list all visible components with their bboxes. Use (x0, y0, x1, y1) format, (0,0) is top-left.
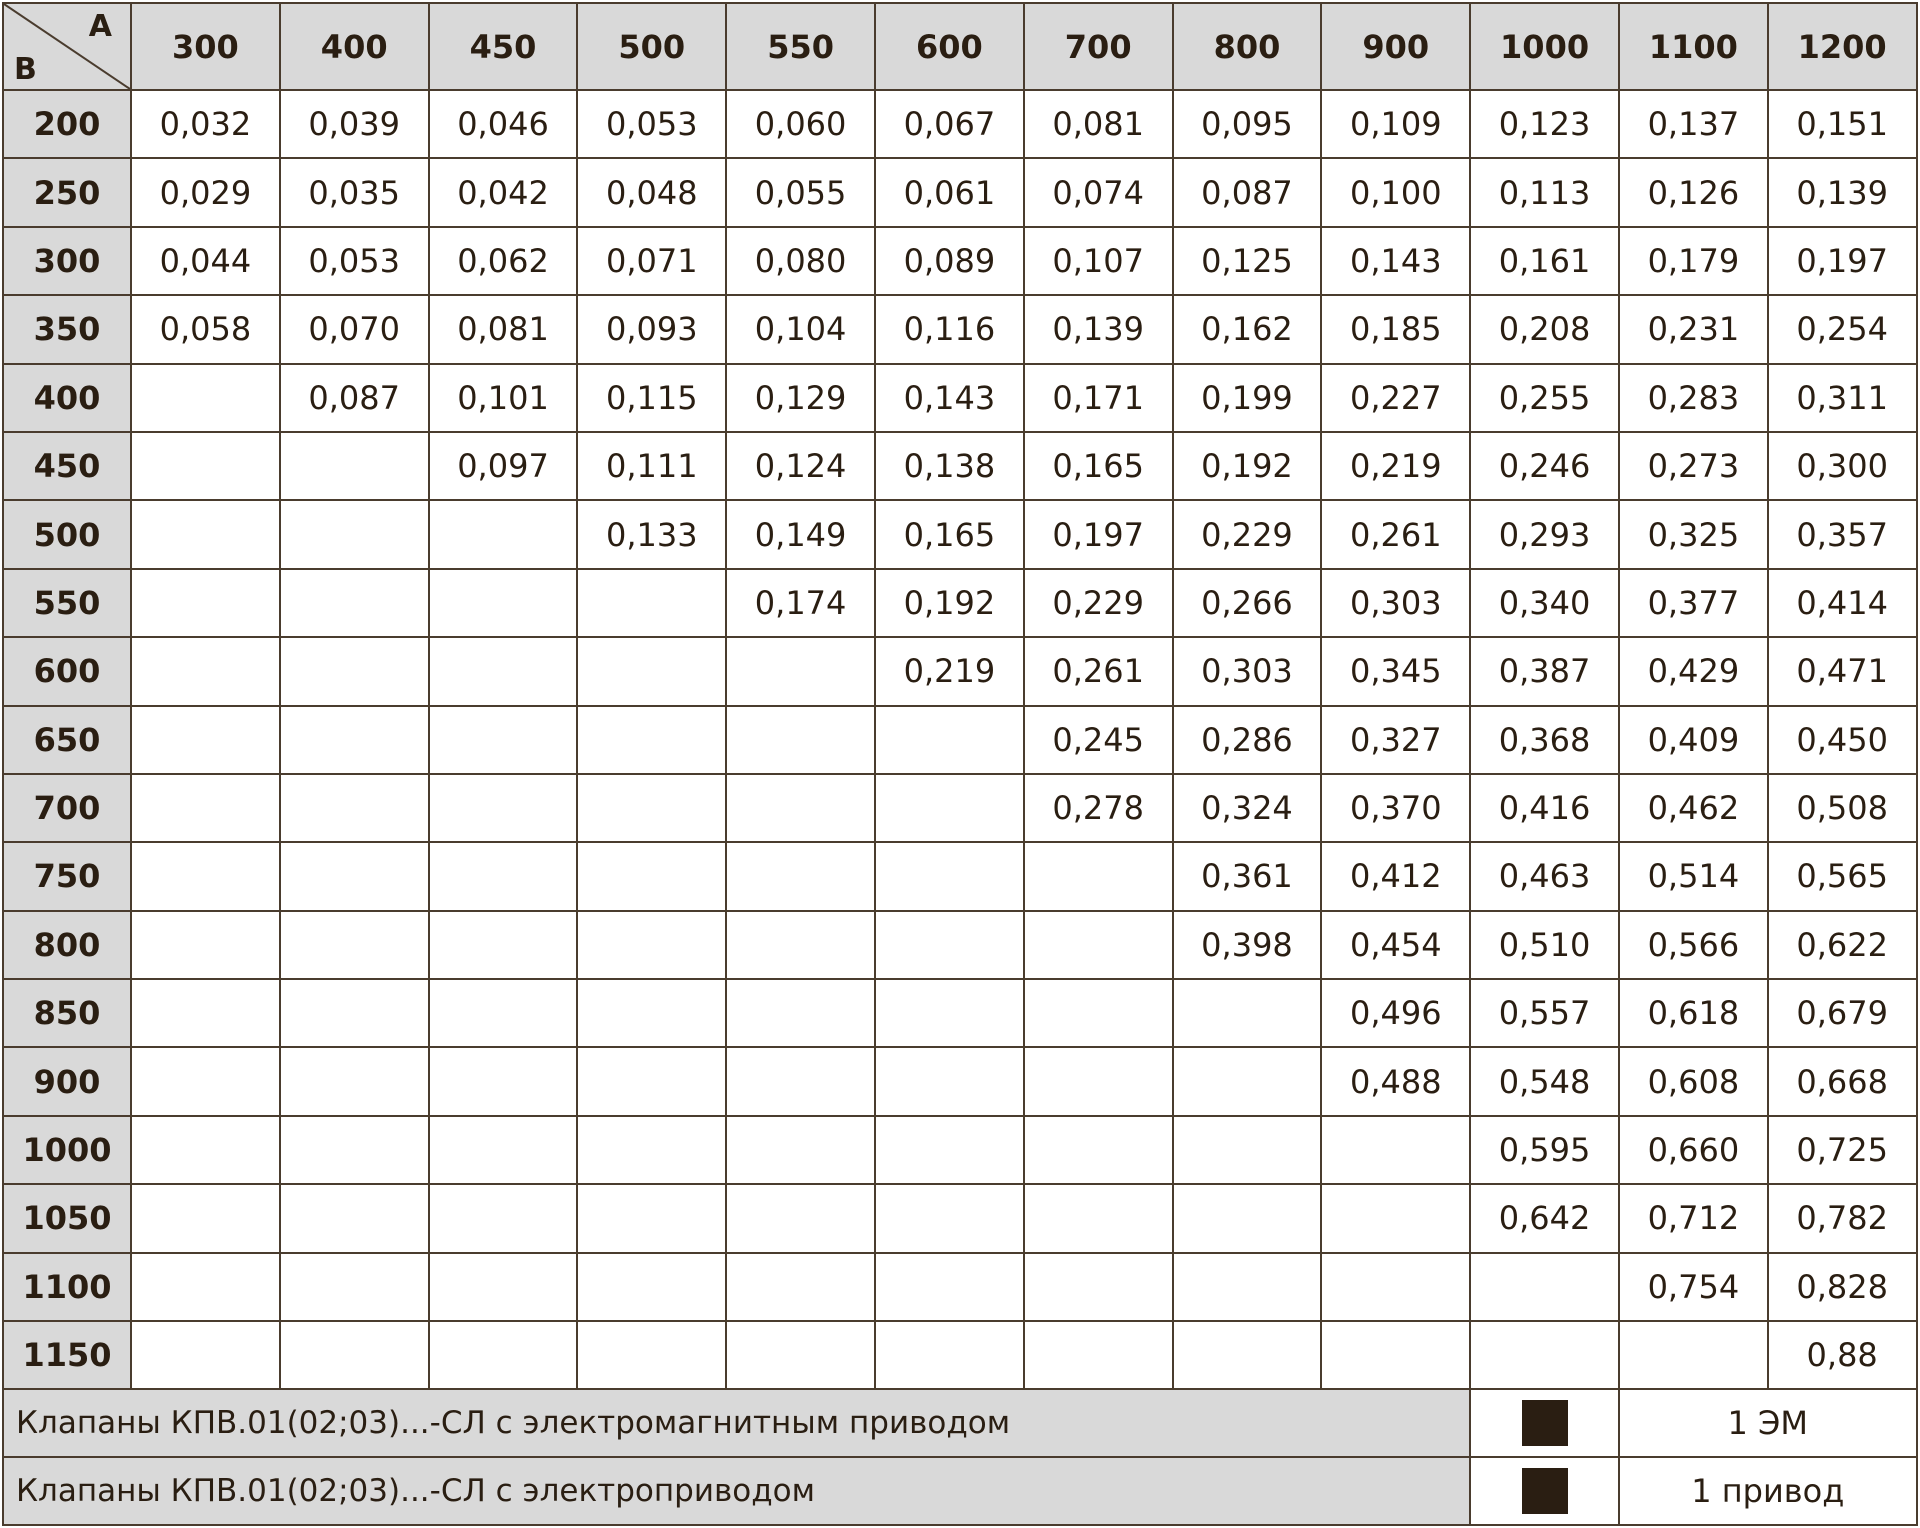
table-cell (429, 1184, 578, 1252)
table-cell (1024, 979, 1173, 1047)
table-cell: 0,058 (131, 295, 280, 363)
table-row (3, 1321, 1917, 1389)
table-cell: 0,725 (1768, 1116, 1917, 1184)
row-header: 650 (3, 706, 131, 774)
table-cell: 0,642 (1470, 1184, 1619, 1252)
row-header: 200 (3, 90, 131, 158)
table-cell: 0,293 (1470, 500, 1619, 568)
table-cell: 0,097 (429, 432, 578, 500)
table-cell (131, 911, 280, 979)
table-cell: 0,074 (1024, 158, 1173, 226)
table-cell: 0,566 (1619, 911, 1768, 979)
table-cell: 0,199 (1173, 364, 1322, 432)
table-cell: 0,174 (726, 569, 875, 637)
table-cell: 0,165 (1024, 432, 1173, 500)
table-cell: 0,398 (1173, 911, 1322, 979)
table-cell (1470, 1253, 1619, 1321)
table-row (3, 569, 1917, 637)
table-cell: 0,080 (726, 227, 875, 295)
column-header: 1000 (1470, 3, 1619, 90)
table-cell (1173, 979, 1322, 1047)
table-cell (577, 979, 726, 1047)
column-header: 500 (577, 3, 726, 90)
table-cell: 0,129 (726, 364, 875, 432)
table-cell: 0,454 (1321, 911, 1470, 979)
row-header: 750 (3, 842, 131, 910)
table-cell (429, 500, 578, 568)
table-cell: 0,510 (1470, 911, 1619, 979)
table-cell (1470, 1321, 1619, 1389)
table-cell (131, 569, 280, 637)
table-cell: 0,219 (875, 637, 1024, 705)
row-header: 1000 (3, 1116, 131, 1184)
table-cell: 0,618 (1619, 979, 1768, 1047)
table-cell: 0,345 (1321, 637, 1470, 705)
column-header: 400 (280, 3, 429, 90)
table-cell (131, 364, 280, 432)
table-cell (1173, 1184, 1322, 1252)
table-cell (577, 569, 726, 637)
table-cell (280, 500, 429, 568)
column-header: 1100 (1619, 3, 1768, 90)
table-cell (1321, 1184, 1470, 1252)
dimension-table (2, 2, 1918, 1526)
table-cell (131, 1116, 280, 1184)
table-cell: 0,208 (1470, 295, 1619, 363)
table-cell: 0,039 (280, 90, 429, 158)
column-header: 1200 (1768, 3, 1917, 90)
table-cell: 0,029 (131, 158, 280, 226)
table-cell (280, 637, 429, 705)
table-cell: 0,095 (1173, 90, 1322, 158)
table-row (3, 637, 1917, 705)
table-cell: 0,123 (1470, 90, 1619, 158)
table-cell: 0,197 (1024, 500, 1173, 568)
table-cell: 0,093 (577, 295, 726, 363)
table-cell: 0,303 (1173, 637, 1322, 705)
table-cell: 0,508 (1768, 774, 1917, 842)
table-cell: 0,311 (1768, 364, 1917, 432)
table-cell (280, 1253, 429, 1321)
table-cell: 0,192 (1173, 432, 1322, 500)
table-cell (875, 1047, 1024, 1115)
table-cell (577, 1321, 726, 1389)
table-cell: 0,463 (1470, 842, 1619, 910)
table-cell (577, 706, 726, 774)
table-cell (577, 842, 726, 910)
table-cell (726, 774, 875, 842)
table-cell (577, 1116, 726, 1184)
table-cell (1024, 1321, 1173, 1389)
row-header: 400 (3, 364, 131, 432)
table-cell: 0,828 (1768, 1253, 1917, 1321)
table-cell (280, 842, 429, 910)
table-cell: 0,055 (726, 158, 875, 226)
table-cell (577, 911, 726, 979)
table-cell (1619, 1321, 1768, 1389)
table-row (3, 1047, 1917, 1115)
table-cell: 0,053 (577, 90, 726, 158)
legend-swatch (1522, 1468, 1568, 1514)
table-cell: 0,340 (1470, 569, 1619, 637)
table-cell (280, 1047, 429, 1115)
table-cell: 0,514 (1619, 842, 1768, 910)
table-cell: 0,081 (1024, 90, 1173, 158)
table-cell: 0,067 (875, 90, 1024, 158)
table-cell: 0,429 (1619, 637, 1768, 705)
table-cell: 0,261 (1024, 637, 1173, 705)
table-cell: 0,782 (1768, 1184, 1917, 1252)
column-header: 700 (1024, 3, 1173, 90)
table-cell: 0,139 (1768, 158, 1917, 226)
table-cell: 0,229 (1024, 569, 1173, 637)
table-cell (875, 774, 1024, 842)
table-cell (1024, 1184, 1173, 1252)
table-cell (429, 706, 578, 774)
table-cell: 0,368 (1470, 706, 1619, 774)
table-cell: 0,255 (1470, 364, 1619, 432)
table-cell (875, 1184, 1024, 1252)
table-cell (280, 706, 429, 774)
column-header: 300 (131, 3, 280, 90)
table-cell: 0,089 (875, 227, 1024, 295)
table-cell: 0,070 (280, 295, 429, 363)
table-cell: 0,137 (1619, 90, 1768, 158)
row-header: 900 (3, 1047, 131, 1115)
table-cell: 0,325 (1619, 500, 1768, 568)
table-cell: 0,622 (1768, 911, 1917, 979)
table-cell: 0,048 (577, 158, 726, 226)
table-cell: 0,416 (1470, 774, 1619, 842)
table-cell: 0,165 (875, 500, 1024, 568)
table-cell (1321, 1116, 1470, 1184)
table-cell (280, 911, 429, 979)
table-cell: 0,324 (1173, 774, 1322, 842)
table-cell: 0,053 (280, 227, 429, 295)
table-row (3, 158, 1917, 226)
table-cell (1173, 1047, 1322, 1115)
table-cell: 0,060 (726, 90, 875, 158)
table-cell (726, 1047, 875, 1115)
table-cell (726, 706, 875, 774)
legend-swatch-cell (1470, 1457, 1619, 1525)
table-cell (875, 1116, 1024, 1184)
table-cell: 0,471 (1768, 637, 1917, 705)
table-cell (1173, 1321, 1322, 1389)
table-cell: 0,143 (875, 364, 1024, 432)
table-cell: 0,179 (1619, 227, 1768, 295)
table-cell (1173, 1116, 1322, 1184)
table-cell: 0,357 (1768, 500, 1917, 568)
table-cell: 0,227 (1321, 364, 1470, 432)
table-cell: 0,450 (1768, 706, 1917, 774)
table-cell: 0,370 (1321, 774, 1470, 842)
table-cell: 0,125 (1173, 227, 1322, 295)
table-cell (429, 911, 578, 979)
table-cell (131, 1253, 280, 1321)
table-cell (429, 842, 578, 910)
table-cell: 0,229 (1173, 500, 1322, 568)
table-cell: 0,138 (875, 432, 1024, 500)
table-cell: 0,044 (131, 227, 280, 295)
table-cell: 0,557 (1470, 979, 1619, 1047)
header-row (3, 3, 1917, 90)
table-cell (577, 774, 726, 842)
row-header: 1150 (3, 1321, 131, 1389)
table-cell (875, 706, 1024, 774)
table-cell: 0,286 (1173, 706, 1322, 774)
table-cell: 0,109 (1321, 90, 1470, 158)
table-cell: 0,032 (131, 90, 280, 158)
table-cell: 0,414 (1768, 569, 1917, 637)
table-cell (875, 979, 1024, 1047)
table-cell (131, 774, 280, 842)
legend-value: 1 ЭМ (1619, 1389, 1917, 1457)
table-cell (726, 1184, 875, 1252)
table-cell: 0,377 (1619, 569, 1768, 637)
table-cell (577, 637, 726, 705)
table-row (3, 1116, 1917, 1184)
table-cell: 0,139 (1024, 295, 1173, 363)
table-cell (726, 637, 875, 705)
row-header: 800 (3, 911, 131, 979)
table-cell: 0,660 (1619, 1116, 1768, 1184)
table-cell (429, 1321, 578, 1389)
table-cell: 0,88 (1768, 1321, 1917, 1389)
table-cell (875, 911, 1024, 979)
table-row (3, 364, 1917, 432)
table-cell (280, 979, 429, 1047)
table-cell (429, 1047, 578, 1115)
table-cell: 0,412 (1321, 842, 1470, 910)
table-row (3, 500, 1917, 568)
table-cell: 0,042 (429, 158, 578, 226)
table-cell: 0,104 (726, 295, 875, 363)
table-cell (1024, 1047, 1173, 1115)
axis-a-label: A (88, 9, 112, 44)
table-row (3, 774, 1917, 842)
table-cell: 0,107 (1024, 227, 1173, 295)
table-cell (1173, 1253, 1322, 1321)
table-cell: 0,254 (1768, 295, 1917, 363)
table-cell (280, 569, 429, 637)
table-cell: 0,496 (1321, 979, 1470, 1047)
table-cell (280, 432, 429, 500)
table-cell (131, 979, 280, 1047)
corner-cell (3, 3, 131, 90)
table-cell: 0,087 (280, 364, 429, 432)
table-cell (280, 774, 429, 842)
table-cell: 0,679 (1768, 979, 1917, 1047)
table-cell (131, 432, 280, 500)
table-cell: 0,171 (1024, 364, 1173, 432)
table-row (3, 706, 1917, 774)
table-cell: 0,327 (1321, 706, 1470, 774)
row-header: 350 (3, 295, 131, 363)
table-cell: 0,273 (1619, 432, 1768, 500)
table-cell (131, 1047, 280, 1115)
table-cell (726, 1253, 875, 1321)
legend-description: Клапаны КПВ.01(02;03)...-СЛ с электромагнитным приводом (3, 1389, 1470, 1457)
table-row (3, 911, 1917, 979)
table-cell: 0,149 (726, 500, 875, 568)
table-cell (429, 569, 578, 637)
table-cell: 0,124 (726, 432, 875, 500)
table-cell (726, 1116, 875, 1184)
row-header: 250 (3, 158, 131, 226)
legend-swatch (1522, 1400, 1568, 1446)
table-cell: 0,081 (429, 295, 578, 363)
table-cell: 0,300 (1768, 432, 1917, 500)
table-cell (1321, 1253, 1470, 1321)
row-header: 1100 (3, 1253, 131, 1321)
column-header: 900 (1321, 3, 1470, 90)
table-row (3, 1184, 1917, 1252)
table-cell: 0,126 (1619, 158, 1768, 226)
table-cell: 0,151 (1768, 90, 1917, 158)
table-cell: 0,143 (1321, 227, 1470, 295)
table-cell (1024, 1253, 1173, 1321)
table-cell (429, 1116, 578, 1184)
table-cell: 0,219 (1321, 432, 1470, 500)
table-cell (726, 1321, 875, 1389)
table-row (3, 227, 1917, 295)
table-cell: 0,111 (577, 432, 726, 500)
axis-b-label: B (14, 52, 37, 87)
table-cell (726, 979, 875, 1047)
table-cell (1024, 1116, 1173, 1184)
row-header: 300 (3, 227, 131, 295)
table-cell (280, 1321, 429, 1389)
row-header: 1050 (3, 1184, 131, 1252)
table-cell (429, 979, 578, 1047)
table-cell: 0,087 (1173, 158, 1322, 226)
table-cell: 0,061 (875, 158, 1024, 226)
table-cell (131, 706, 280, 774)
table-cell: 0,303 (1321, 569, 1470, 637)
table-cell (131, 1184, 280, 1252)
table-cell: 0,608 (1619, 1047, 1768, 1115)
table-cell: 0,116 (875, 295, 1024, 363)
table-cell: 0,197 (1768, 227, 1917, 295)
table-cell: 0,113 (1470, 158, 1619, 226)
table-cell: 0,283 (1619, 364, 1768, 432)
table-cell: 0,266 (1173, 569, 1322, 637)
table-cell: 0,668 (1768, 1047, 1917, 1115)
table-cell: 0,245 (1024, 706, 1173, 774)
table-cell (131, 637, 280, 705)
table-cell (429, 774, 578, 842)
table-cell: 0,754 (1619, 1253, 1768, 1321)
legend-row (3, 1457, 1917, 1525)
table-cell (131, 500, 280, 568)
table-row (3, 979, 1917, 1047)
table-cell (429, 637, 578, 705)
table-cell (429, 1253, 578, 1321)
table-cell (1024, 911, 1173, 979)
table-cell: 0,565 (1768, 842, 1917, 910)
dimension-table-container (2, 2, 1918, 1526)
table-cell: 0,192 (875, 569, 1024, 637)
row-header: 850 (3, 979, 131, 1047)
table-cell: 0,246 (1470, 432, 1619, 500)
table-cell: 0,595 (1470, 1116, 1619, 1184)
table-cell (726, 911, 875, 979)
column-header: 550 (726, 3, 875, 90)
table-cell (726, 842, 875, 910)
table-cell (577, 1047, 726, 1115)
legend-value: 1 привод (1619, 1457, 1917, 1525)
row-header: 700 (3, 774, 131, 842)
column-header: 600 (875, 3, 1024, 90)
table-row (3, 432, 1917, 500)
column-header: 800 (1173, 3, 1322, 90)
table-cell: 0,548 (1470, 1047, 1619, 1115)
table-cell: 0,712 (1619, 1184, 1768, 1252)
table-cell: 0,361 (1173, 842, 1322, 910)
table-cell: 0,387 (1470, 637, 1619, 705)
row-header: 600 (3, 637, 131, 705)
legend-row (3, 1389, 1917, 1457)
table-cell (1024, 842, 1173, 910)
table-cell (131, 1321, 280, 1389)
legend-swatch-cell (1470, 1389, 1619, 1457)
column-header: 450 (429, 3, 578, 90)
table-cell: 0,185 (1321, 295, 1470, 363)
table-cell: 0,101 (429, 364, 578, 432)
table-cell: 0,035 (280, 158, 429, 226)
table-cell: 0,133 (577, 500, 726, 568)
table-cell: 0,071 (577, 227, 726, 295)
table-cell (577, 1253, 726, 1321)
table-cell: 0,115 (577, 364, 726, 432)
table-row (3, 1253, 1917, 1321)
table-cell (875, 842, 1024, 910)
table-row (3, 90, 1917, 158)
table-cell: 0,100 (1321, 158, 1470, 226)
table-cell (875, 1321, 1024, 1389)
table-cell: 0,261 (1321, 500, 1470, 568)
table-cell: 0,488 (1321, 1047, 1470, 1115)
legend-description: Клапаны КПВ.01(02;03)...-СЛ с электроприводом (3, 1457, 1470, 1525)
table-row (3, 842, 1917, 910)
table-cell (131, 842, 280, 910)
table-cell: 0,231 (1619, 295, 1768, 363)
table-cell (280, 1116, 429, 1184)
table-cell: 0,161 (1470, 227, 1619, 295)
row-header: 450 (3, 432, 131, 500)
table-cell (577, 1184, 726, 1252)
table-cell: 0,462 (1619, 774, 1768, 842)
table-cell: 0,046 (429, 90, 578, 158)
table-cell: 0,162 (1173, 295, 1322, 363)
table-cell (1321, 1321, 1470, 1389)
table-row (3, 295, 1917, 363)
table-cell: 0,278 (1024, 774, 1173, 842)
table-cell (875, 1253, 1024, 1321)
table-cell: 0,409 (1619, 706, 1768, 774)
row-header: 500 (3, 500, 131, 568)
row-header: 550 (3, 569, 131, 637)
table-cell: 0,062 (429, 227, 578, 295)
table-cell (280, 1184, 429, 1252)
